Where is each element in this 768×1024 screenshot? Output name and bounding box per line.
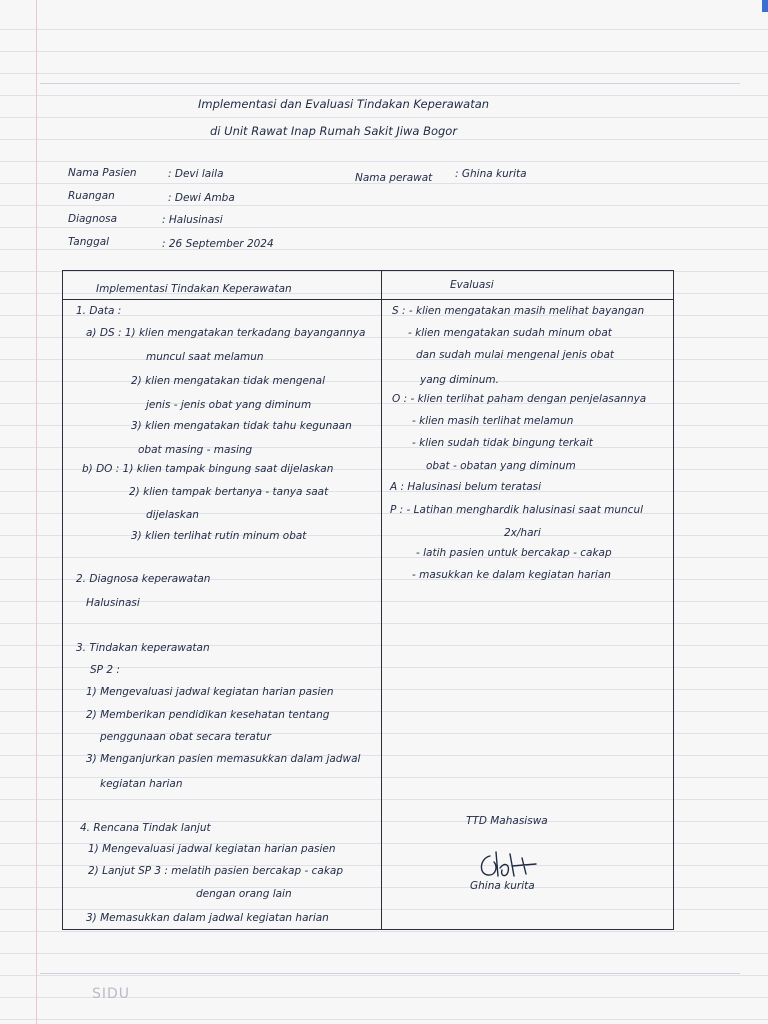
left-line: b) DO : 1) klien tampak bingung saat dijelaskan [82,463,334,475]
margin-line [36,0,37,1024]
right-line: - klien sudah tidak bingung terkait [412,437,593,449]
signature-label: TTD Mahasiswa [466,815,548,827]
right-line: obat - obatan yang diminum [426,460,576,472]
top-rule [40,83,740,84]
diagnosa-value: : Halusinasi [162,214,223,226]
ruangan-label: Ruangan [68,190,115,202]
corner-mark [762,0,768,12]
tanggal-label: Tanggal [68,236,110,248]
left-line: a) DS : 1) klien mengatakan terkadang bayangannya [86,327,366,339]
right-line: - klien masih terlihat melamun [412,415,574,427]
left-line: jenis - jenis obat yang diminum [146,399,312,411]
footer-brand: SIDU [92,986,131,1002]
table-column-divider [381,271,382,929]
left-line: obat masing - masing [138,444,253,456]
left-line: 2) Memberikan pendidikan kesehatan tentang [86,709,330,721]
title-line-2: di Unit Rawat Inap Rumah Sakit Jiwa Bogor [210,124,458,138]
left-line: 2) Lanjut SP 3 : melatih pasien bercakap - cakap [88,865,343,877]
right-line: dan sudah mulai mengenal jenis obat [416,349,615,361]
left-column-header: Implementasi Tindakan Keperawatan [96,283,292,295]
right-line: 2x/hari [504,527,541,539]
right-line: - masukkan ke dalam kegiatan harian [412,569,611,581]
right-line: O : - klien terlihat paham dengan penjelasannya [392,393,647,405]
left-line: dijelaskan [146,509,199,521]
right-line: yang diminum. [420,374,499,386]
left-line: penggunaan obat secara teratur [100,731,271,743]
right-line: P : - Latihan menghardik halusinasi saat muncul [390,504,644,516]
left-line: 3) Menganjurkan pasien memasukkan dalam jadwal [86,753,361,765]
left-line: dengan orang lain [196,888,292,900]
right-line: - klien mengatakan sudah minum obat [408,327,612,339]
diagnosa-label: Diagnosa [68,213,118,225]
right-line: S : - klien mengatakan masih melihat bayangan [392,305,645,317]
table-header-divider [63,299,673,300]
right-column-header: Evaluasi [450,279,494,291]
left-line: SP 2 : [90,664,120,676]
nama-value: : Devi laila [168,168,224,180]
left-line: 1) Mengevaluasi jadwal kegiatan harian pasien [86,686,334,698]
perawat-value: : Ghina kurita [455,168,527,180]
left-line: 2. Diagnosa keperawatan [76,573,211,585]
left-line: 2) klien tampak bertanya - tanya saat [129,486,329,498]
left-line: 3) Memasukkan dalam jadwal kegiatan harian [86,912,329,924]
left-line: kegiatan harian [100,778,183,790]
bottom-rule [40,973,740,974]
left-line: 3) klien terlihat rutin minum obat [131,530,307,542]
tanggal-value: : 26 September 2024 [162,238,274,250]
left-line: 3. Tindakan keperawatan [76,642,210,654]
right-line: - latih pasien untuk bercakap - cakap [416,547,612,559]
left-line: 1) Mengevaluasi jadwal kegiatan harian pasien [88,843,336,855]
nama-label: Nama Pasien [68,167,137,179]
right-line: A : Halusinasi belum teratasi [390,481,542,493]
left-line: 3) klien mengatakan tidak tahu kegunaan [131,420,352,432]
left-line: 4. Rencana Tindak lanjut [80,822,211,834]
title-line-1: Implementasi dan Evaluasi Tindakan Keperawatan [198,97,490,111]
perawat-label: Nama perawat [355,172,433,184]
ruangan-value: : Dewi Amba [168,192,235,204]
left-line: 2) klien mengatakan tidak mengenal [131,375,326,387]
left-line: Halusinasi [86,597,140,609]
signature-name: Ghina kurita [470,880,535,892]
left-line: 1. Data : [76,305,122,317]
left-line: muncul saat melamun [146,351,264,363]
